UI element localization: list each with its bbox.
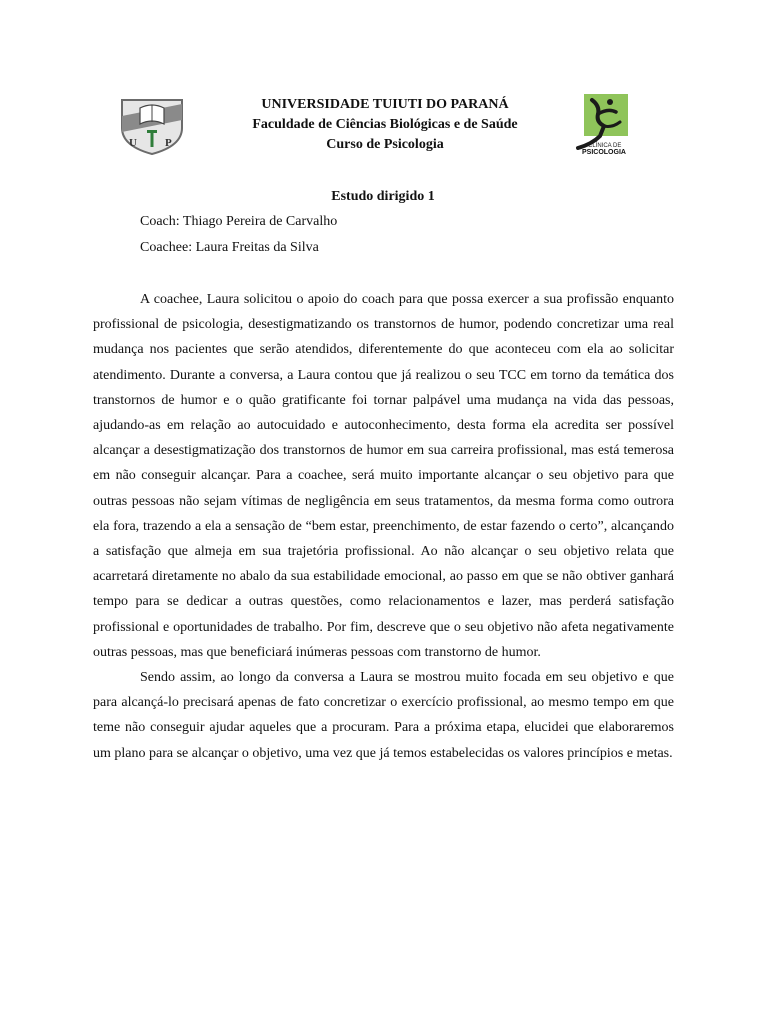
- faculty-name: Faculdade de Ciências Biológicas e de Saúde: [252, 117, 518, 132]
- utp-logo-letter-p: P: [165, 137, 172, 149]
- clinica-logo-graphic: [570, 92, 632, 156]
- clinica-psicologia-logo-icon: [570, 92, 632, 156]
- clinica-logo-line1: CLÍNICA DE: [588, 143, 622, 149]
- coachee-line: Coachee: Laura Freitas da Silva: [140, 240, 319, 255]
- university-name: UNIVERSIDADE TUIUTI DO PARANÁ: [261, 97, 509, 112]
- clinica-logo-line2: PSICOLOGIA: [582, 149, 626, 156]
- utp-logo-icon: [118, 94, 186, 156]
- body-paragraph: A coachee, Laura solicitou o apoio do coach para que possa exercer a sua profissão enquanto profissional de psicologia, desestigmatizando os transtornos de humor, podendo concretizar uma real mudança nos pacientes que serão atendidos, diferentemente do que aconteceu com ela ao solicitar atendimento. Durante a conversa, a Laura contou que já realizou o seu TCC em torno da temática dos transtornos de humor e o quão gratificante foi tornar palpável uma mudança na vida das pessoas, ajudando-as em relação ao autocuidado e autoconhecimento, desta forma ela acredita ser possível alcançar a desestigmatização dos transtornos de humor em sua carreira profissional, mas está temerosa em não conseguir alcançar. Para a coachee, será muito importante alcançar o seu objetivo para que outras pessoas não sejam vítimas de negligência em seus tratamentos, da mesma forma como outrora ela fora, trazendo a ela a sensação de “bem estar, preenchimento, de estar fazendo o certo”, alcançando a satisfação que almeja em sua trajetória profissional. Ao não alcançar o seu objetivo relata que acarretará diretamente no abalo da sua estabilidade emocional, ao passo em que se não obtiver ganhará tempo para se dedicar a outras questões, como relacionamentos e lazer, mas perderá satisfação profissional e oportunidades de trabalho. Por fim, descreve que o seu objetivo não afeta negativamente outras pessoas, mas que beneficiará inúmeras pessoas com transtorno de humor.: [93, 292, 674, 660]
- body-paragraph: Sendo assim, ao longo da conversa a Laura se mostrou muito focada em seu objetivo e que para alcançá-lo precisará apenas de fato concretizar o exercício profissional, ao mesmo tempo em que teme não conseguir ajudar aqueles que a procuram. Para a próxima etapa, elucidei que elaboraremos um plano para se alcançar o objetivo, uma vez que já temos estabelecidas os valores princípios e metas.: [93, 670, 674, 761]
- utp-logo-letter-u: U: [129, 137, 137, 149]
- institution-header: [185, 95, 585, 155]
- coach-line: Coach: Thiago Pereira de Carvalho: [140, 214, 338, 229]
- document-title: Estudo dirigido 1: [331, 189, 435, 204]
- utp-logo-graphic: [118, 94, 186, 156]
- course-name: Curso de Psicologia: [326, 137, 444, 152]
- document-body: [93, 287, 674, 766]
